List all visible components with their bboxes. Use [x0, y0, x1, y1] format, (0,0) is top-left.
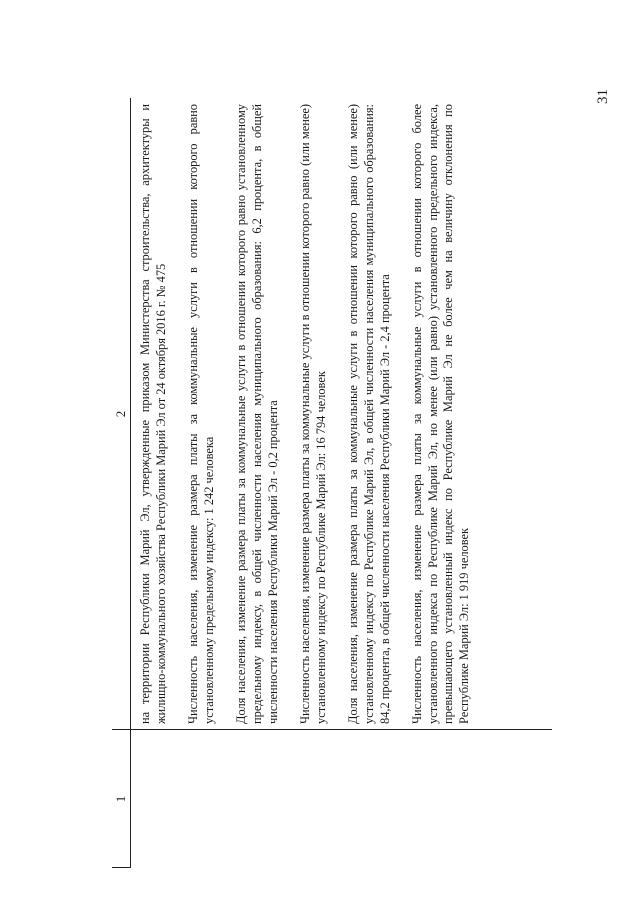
table-cell-content: [138, 104, 490, 724]
column-header-2: 2: [113, 410, 128, 418]
column-divider: [112, 729, 552, 730]
paragraph-location: на территории Республики Марий Эл, утвержденные приказом Министерства строительства, архитектуры и жилищно-коммунального хозяйства Республики Марий Эл от 24 октября 2016 г. № 475: [138, 104, 168, 724]
paragraph-population-above-index: Численность населения, изменение размера платы за коммунальные услуги в отношении которого более установленного индекса по Республике Марий Эл, но менее (или равно) установленного предельного индекса, превышающего установленный индекс по Республике Марий Эл не более чем на величину отклонения по Республике Марий Эл: 1 919 человек: [410, 104, 471, 724]
paragraph-share-below-index: Доля населения, изменение размера платы за коммунальные услуги в отношении которого равно (или менее) установленному индексу по Республике Марий Эл, в общей численности населения муниципального образования: 84,2 процента, в общей численности населения Республики Марий Эл - 2,4 процента: [346, 104, 392, 724]
paragraph-population-equal-limit: Численность населения, изменение размера платы за коммунальные услуги в отношении которого равно установленному предельному индексу: 1 242 человека: [186, 104, 216, 724]
paragraph-share-equal-limit: Доля населения, изменение размера платы за коммунальные услуги в отношении которого равно установленному предельному индексу, в общей численности населения муниципального образования: 6,2 процента, в общей численности населения Республики Марий Эл - 0,2 процента: [234, 104, 280, 724]
column-header-1: 1: [112, 729, 130, 868]
page-number: 31: [595, 89, 611, 104]
table-header-row: [112, 98, 131, 868]
paragraph-population-below-index: Численность населения, изменение размера платы за коммунальные услуги в отношении которого равно (или менее) установленному индексу по Республике Марий Эл: 16 794 человек: [298, 104, 328, 724]
rotated-table-container: [112, 98, 552, 868]
table: [112, 98, 552, 868]
